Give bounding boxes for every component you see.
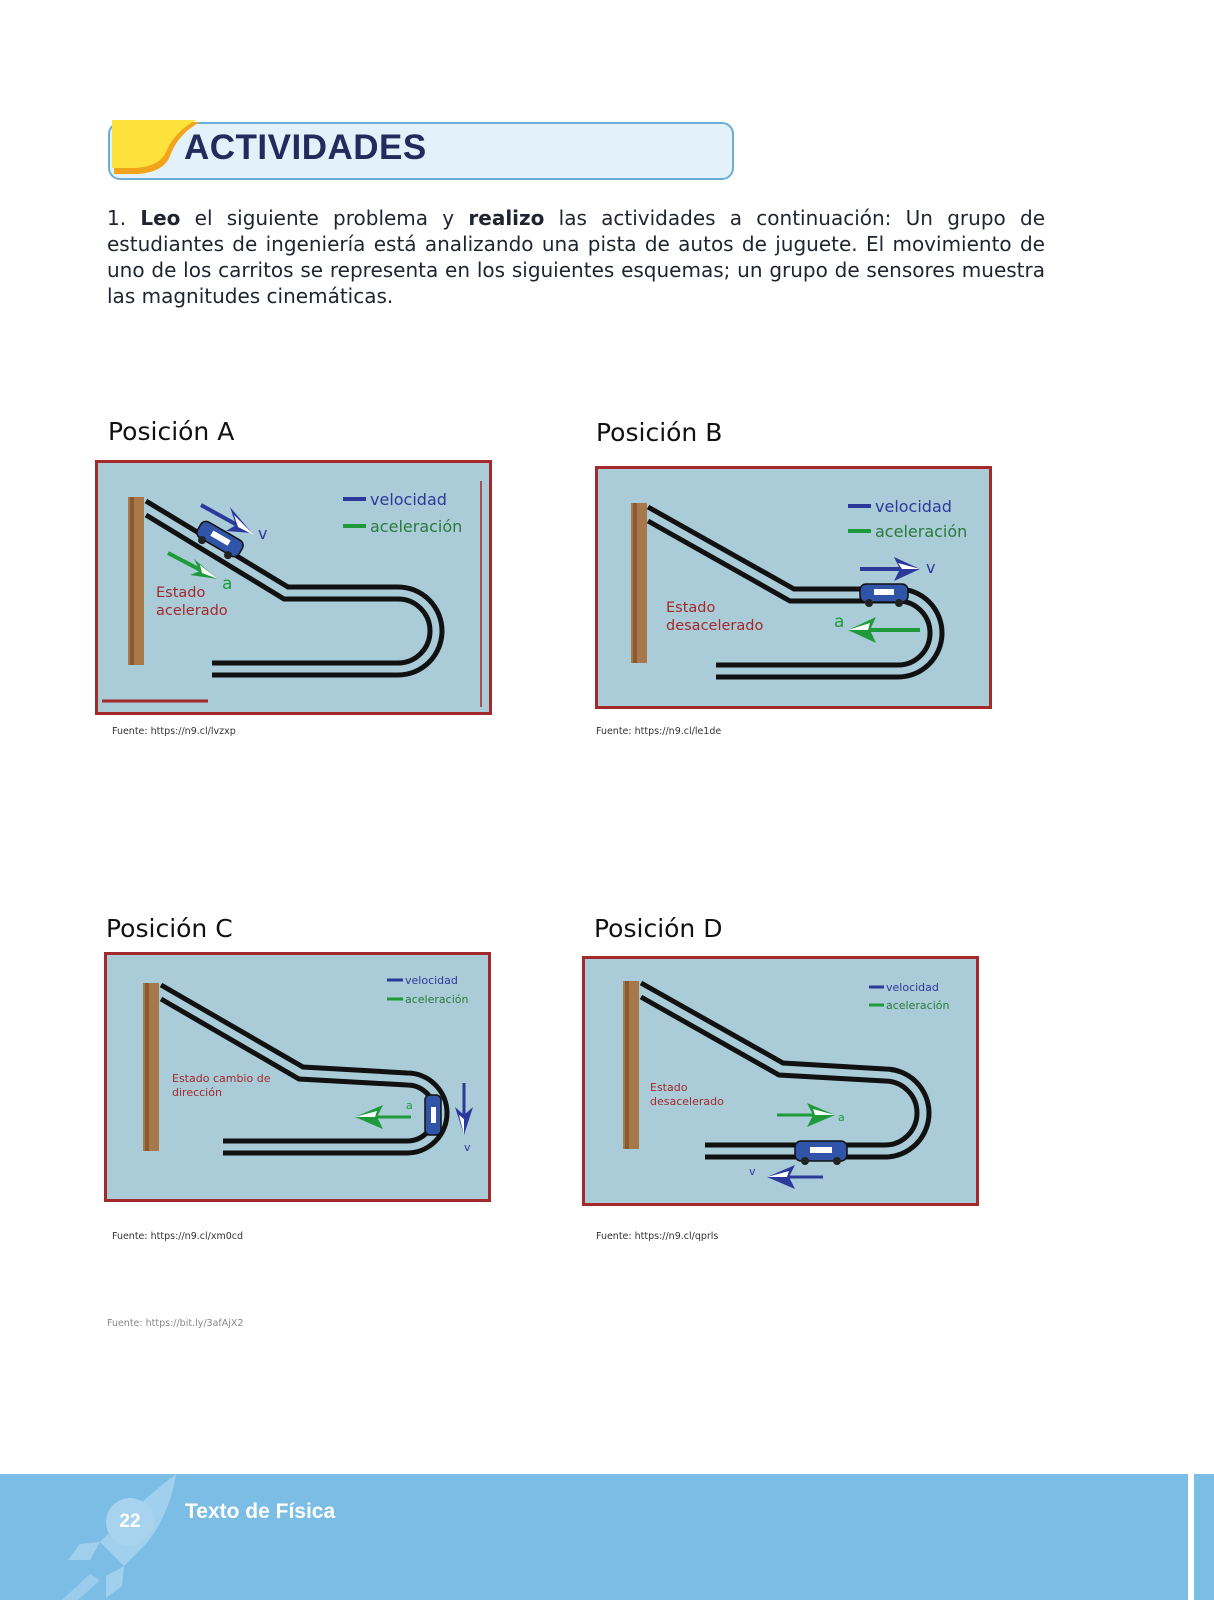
legend-velocity: velocidad (886, 981, 939, 994)
legend-acceleration: aceleración (875, 522, 968, 541)
velocity-symbol: v (926, 558, 936, 577)
toy-car (795, 1141, 847, 1165)
intro-bold-leo: Leo (140, 206, 181, 230)
position-a-diagram (95, 460, 492, 715)
position-d-source: Fuente: https://n9.cl/qprls (596, 1231, 719, 1242)
position-d-title: Posición D (594, 914, 723, 943)
position-d-svg (585, 959, 976, 1203)
velocity-symbol: v (749, 1165, 756, 1178)
section-title: ACTIVIDADES (184, 128, 427, 167)
legend-velocity: velocidad (370, 490, 447, 509)
acceleration-symbol: a (222, 574, 233, 594)
intro-bold-realizo: realizo (468, 206, 545, 230)
legend-velocity: velocidad (405, 974, 458, 987)
state-label-line2: dirección (172, 1086, 222, 1099)
acceleration-symbol: a (838, 1111, 845, 1124)
position-c-source: Fuente: https://n9.cl/xm0cd (112, 1231, 243, 1242)
intro-text-2: las actividades a continuación: Un grupo de estudiantes de ingeniería está analizando una pista de autos de juguete. El movimiento de uno de los carritos se representa en los siguientes esquemas; un grupo de sensores muestra las magnitudes cinemáticas. (107, 206, 1045, 308)
position-a-svg (98, 463, 489, 712)
velocity-symbol: v (464, 1141, 471, 1154)
legend-acceleration: aceleración (405, 993, 469, 1006)
legend-acceleration: aceleración (370, 517, 463, 536)
state-label-line1: Estado (650, 1081, 688, 1094)
intro-text-1: el siguiente problema y (180, 206, 469, 230)
position-d-diagram (582, 956, 979, 1206)
intro-paragraph (107, 205, 1045, 309)
footer-stripe (1194, 1474, 1214, 1600)
state-label-line2: desacelerado (650, 1095, 724, 1108)
intro-number: 1. (107, 206, 127, 230)
legend-acceleration: aceleración (886, 999, 950, 1012)
position-a-title: Posición A (108, 417, 235, 446)
state-label-line2: acelerado (156, 603, 228, 619)
footer-title: Texto de Física (185, 1500, 336, 1523)
state-label-line1: Estado (156, 585, 206, 601)
page-number: 22 (106, 1498, 154, 1546)
legend-velocity: velocidad (875, 497, 952, 516)
position-b-source: Fuente: https://n9.cl/le1de (596, 726, 722, 737)
position-a-source: Fuente: https://n9.cl/lvzxp (112, 726, 236, 737)
general-source: Fuente: https://bit.ly/3afAjX2 (107, 1318, 244, 1329)
position-b-title: Posición B (596, 418, 723, 447)
position-c-title: Posición C (106, 914, 233, 943)
track-inner (641, 997, 917, 1145)
position-c-svg (107, 955, 488, 1199)
acceleration-symbol: a (406, 1099, 413, 1112)
position-c-diagram (104, 952, 491, 1202)
state-label-line1: Estado cambio de (172, 1072, 271, 1085)
track-outer (161, 985, 447, 1153)
position-b-svg (598, 469, 989, 706)
position-b-diagram (595, 466, 992, 709)
state-label-line2: desacelerado (666, 618, 764, 634)
toy-car (860, 584, 908, 607)
toy-car (425, 1095, 441, 1135)
acceleration-symbol: a (834, 612, 845, 632)
state-label-line1: Estado (666, 600, 716, 616)
velocity-symbol: v (258, 524, 268, 543)
